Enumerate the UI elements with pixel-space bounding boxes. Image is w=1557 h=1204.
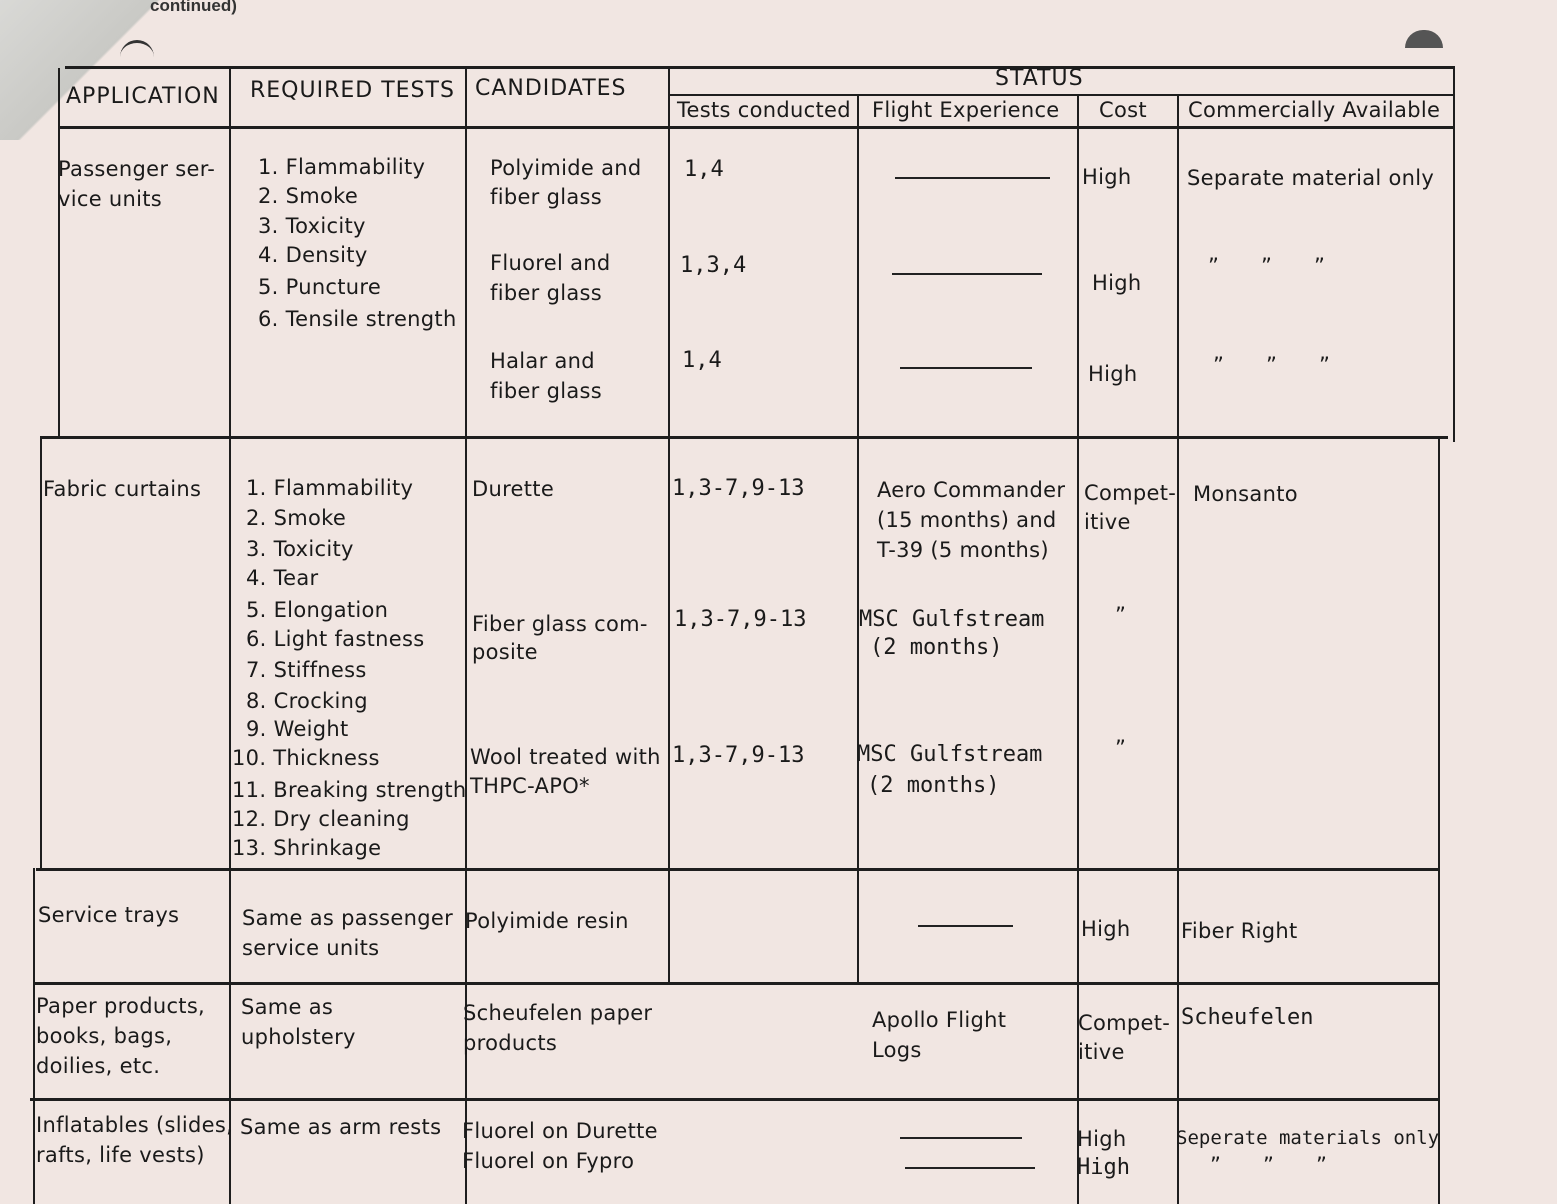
tests-conducted-cell: 1,4: [682, 348, 722, 373]
test-item: 10. Thickness: [232, 746, 380, 770]
test-item: 6. Tensile strength: [258, 307, 457, 331]
binding-mark: [1405, 30, 1443, 48]
header-status: STATUS: [995, 66, 1084, 91]
test-item: 5. Elongation: [246, 598, 389, 622]
header-flight-experience: Flight Experience: [872, 98, 1060, 122]
header-cost: Cost: [1099, 98, 1147, 122]
column-divider: [33, 868, 35, 1204]
column-divider: [1453, 66, 1455, 442]
no-flight-experience-dash: [900, 367, 1032, 369]
flight-experience-cell: Aero Commander: [877, 478, 1066, 502]
page-fold: [0, 0, 210, 140]
cost-cell: High: [1081, 917, 1131, 941]
header-required-tests: REQUIRED TESTS: [250, 78, 455, 103]
application-cell: doilies, etc.: [36, 1054, 161, 1078]
test-item: 5. Puncture: [258, 275, 382, 299]
no-flight-experience-dash: [905, 1167, 1035, 1169]
test-item: 6. Light fastness: [246, 627, 425, 651]
availability-cell: Seperate materials only: [1176, 1127, 1440, 1149]
candidate-name: Scheufelen paper: [463, 1001, 653, 1025]
cost-cell: High: [1092, 271, 1142, 295]
test-item: 13. Shrinkage: [232, 836, 382, 860]
flight-experience-cell: Apollo Flight: [872, 1008, 1007, 1032]
row-divider: [33, 982, 1438, 985]
availability-cell: Monsanto: [1193, 482, 1298, 506]
test-item: 4. Tear: [246, 566, 319, 590]
test-item: 4. Density: [258, 243, 368, 267]
column-divider: [857, 96, 859, 982]
flight-experience-cell: (15 months) and: [877, 508, 1057, 532]
cost-cell: itive: [1078, 1040, 1125, 1064]
row-divider: [30, 1098, 1440, 1101]
application-cell: Inflatables (slides,: [36, 1113, 234, 1137]
availability-cell: Fiber Right: [1181, 919, 1298, 943]
row-divider: [42, 436, 1448, 439]
candidate-name: fiber glass: [490, 281, 603, 305]
test-item: 7. Stiffness: [246, 658, 367, 682]
header-bottom-rule: [60, 126, 1455, 129]
flight-experience-cell: (2 months): [870, 635, 1003, 660]
row-divider: [36, 868, 1440, 871]
flight-experience-cell: Logs: [872, 1038, 922, 1062]
no-flight-experience-dash: [892, 273, 1042, 275]
header-commercially-available: Commercially Available: [1188, 98, 1441, 122]
no-flight-experience-dash: [900, 1137, 1022, 1139]
application-cell: vice units: [58, 187, 163, 211]
test-item: 3. Toxicity: [246, 537, 354, 561]
candidate-name: Fiber glass com-: [472, 612, 648, 636]
application-cell: Passenger ser-: [58, 157, 216, 181]
test-item: 12. Dry cleaning: [232, 807, 410, 831]
test-item: 2. Smoke: [246, 506, 347, 530]
test-item: 3. Toxicity: [258, 214, 366, 238]
cost-cell: High: [1082, 165, 1132, 189]
tests-conducted-cell: 1,3-7,9-13: [672, 743, 805, 768]
cost-cell: Compet-: [1084, 481, 1177, 505]
column-divider: [1177, 96, 1179, 1204]
flight-experience-cell: (2 months): [867, 773, 1000, 798]
cost-cell: High: [1088, 362, 1138, 386]
header-tests-conducted: Tests conducted: [677, 98, 851, 122]
cost-cell: High: [1077, 1127, 1127, 1151]
test-item: upholstery: [241, 1025, 356, 1049]
tests-conducted-cell: 1,3-7,9-13: [672, 476, 805, 501]
candidate-name: Fluorel on Durette: [462, 1119, 658, 1143]
no-flight-experience-dash: [895, 177, 1050, 179]
test-item: service units: [242, 936, 380, 960]
header-application: APPLICATION: [66, 84, 220, 109]
no-flight-experience-dash: [918, 925, 1013, 927]
cost-cell: Compet-: [1078, 1011, 1171, 1035]
application-cell: rafts, life vests): [36, 1143, 205, 1167]
test-item: 9. Weight: [246, 717, 349, 741]
test-item: 1. Flammability: [246, 476, 414, 500]
cost-cell: ”: [1115, 736, 1127, 760]
availability-cell: ” ” ”: [1208, 254, 1326, 278]
candidate-name: THPC-APO*: [470, 774, 590, 798]
column-divider: [40, 436, 42, 870]
application-cell: Fabric curtains: [43, 477, 202, 501]
flight-experience-cell: MSC Gulfstream: [857, 742, 1043, 767]
candidate-name: Halar and: [490, 349, 595, 373]
test-item: Same as: [241, 995, 334, 1019]
candidate-name: Durette: [472, 477, 555, 501]
candidate-name: fiber glass: [490, 185, 603, 209]
table-border-top: [65, 66, 1455, 69]
column-divider: [229, 68, 231, 1204]
cost-cell: High: [1077, 1155, 1130, 1180]
candidate-name: posite: [472, 640, 538, 664]
candidate-name: Wool treated with: [470, 745, 661, 769]
test-item: 11. Breaking strength: [232, 778, 467, 802]
tests-conducted-cell: 1,4: [684, 157, 724, 182]
availability-cell: ” ” ”: [1213, 353, 1331, 377]
test-item: Same as arm rests: [240, 1115, 442, 1139]
column-divider: [58, 68, 60, 438]
availability-cell: Scheufelen: [1181, 1005, 1314, 1030]
test-item: 1. Flammability: [258, 155, 426, 179]
candidate-name: Fluorel and: [490, 251, 611, 275]
tests-conducted-cell: 1,3,4: [680, 253, 747, 278]
cost-cell: itive: [1084, 510, 1131, 534]
continued-label: continued): [150, 0, 237, 15]
column-divider: [668, 68, 670, 982]
candidate-name: Polyimide and: [490, 156, 642, 180]
flight-experience-cell: T-39 (5 months): [877, 538, 1049, 562]
header-candidates: CANDIDATES: [475, 76, 627, 101]
test-item: Same as passenger: [242, 906, 454, 930]
availability-cell: Separate material only: [1187, 166, 1435, 190]
cost-cell: ”: [1115, 603, 1127, 627]
flight-experience-cell: MSC Gulfstream: [859, 607, 1045, 632]
candidate-name: Polyimide resin: [465, 909, 629, 933]
candidate-name: fiber glass: [490, 379, 603, 403]
application-cell: books, bags,: [36, 1024, 173, 1048]
test-item: 8. Crocking: [246, 689, 368, 713]
candidate-name: Fluorel on Fypro: [462, 1149, 635, 1173]
test-item: 2. Smoke: [258, 184, 359, 208]
application-cell: Service trays: [38, 903, 180, 927]
candidate-name: products: [463, 1031, 558, 1055]
application-cell: Paper products,: [36, 994, 206, 1018]
availability-cell: ” ” ”: [1210, 1153, 1328, 1177]
column-divider: [1438, 438, 1440, 1204]
tests-conducted-cell: 1,3-7,9-13: [674, 607, 807, 632]
